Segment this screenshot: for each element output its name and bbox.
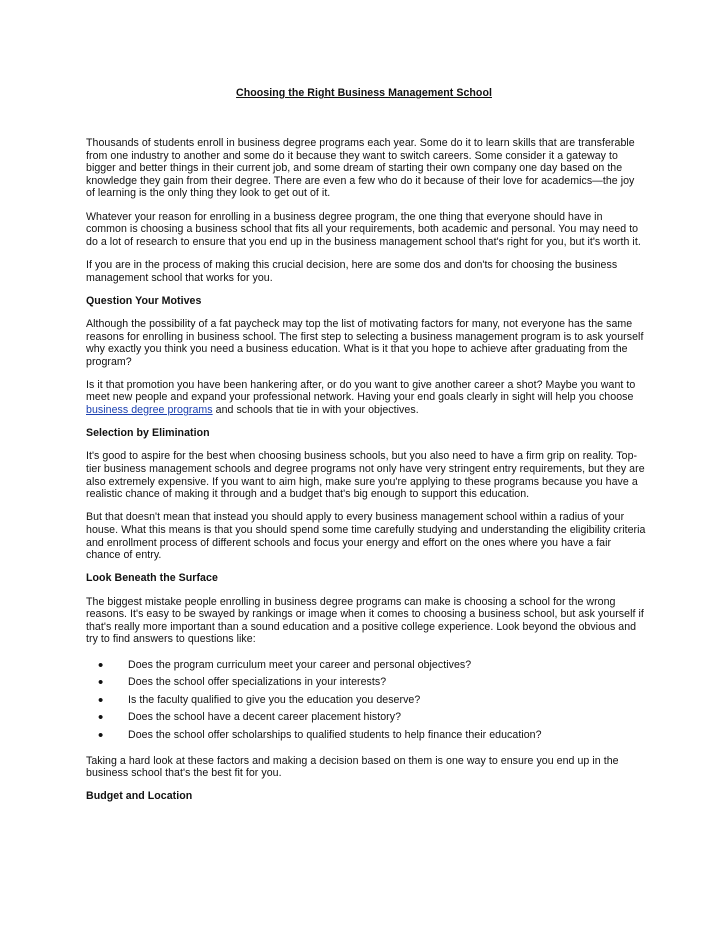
page-title: Choosing the Right Business Management School	[236, 87, 492, 99]
bullet-icon: •	[98, 674, 104, 692]
section-heading-selection-by-elimination: Selection by Elimination	[86, 427, 210, 440]
section-heading-budget-and-location: Budget and Location	[86, 790, 193, 803]
bullet-icon: •	[98, 656, 104, 674]
intro-paragraph-3: If you are in the process of making this crucial decision, here are some dos and don'ts for choosing the business management school that works for you.	[86, 258, 618, 284]
surface-paragraph-2: Taking a hard look at these factors and making a decision based on them is one way to ensure you end up in the business school that's the best fit for you.	[86, 754, 619, 780]
list-item-text: Does the school offer specializations in your interests?	[128, 676, 387, 689]
bullet-icon: •	[98, 726, 104, 744]
list-item-text: Does the program curriculum meet your career and personal objectives?	[128, 658, 472, 671]
intro-paragraph-2: Whatever your reason for enrolling in a business degree program, the one thing that everyone should have in common is choosing a business school that fits all your requirements, both academic and personal. You may need to do a lot of research to ensure that you end up in the business management school that's right for you, but it's worth it.	[86, 210, 641, 248]
motives-paragraph-2-text-before: Is it that promotion you have been hankering after, or do you want to give another career a shot? Maybe you want to meet new people and expand your professional network. Having your end goals clearly in sight will help you choose	[86, 378, 636, 404]
intro-paragraph-1: Thousands of students enroll in business degree programs each year. Some do it to learn skills that are transferable from one industry to another and some do it because they want to switch careers. Some consider it a gateway to bigger and better things in their current job, and some dream of starting their own company one day based on the knowledge they gain from their degree. There are even a few who do it because of their love for academics—the joy of learning is the only thing they look to get out of it.	[86, 137, 635, 200]
list-item-text: Does the school have a decent career placement history?	[128, 711, 402, 724]
elimination-paragraph-1: It's good to aspire for the best when choosing business schools, but you also need to have a firm grip on reality. Top-tier business management schools and degree programs not only have very stringent entry requirements, but they are also extremely expensive. If you want to aim high, make sure you're applying to these programs because you have a realistic chance of making it through and a budget that's big enough to support this education.	[86, 450, 645, 501]
surface-paragraph-1: The biggest mistake people enrolling in business degree programs can make is choosing a school for the wrong reasons. It's easy to be swayed by rankings or image when it comes to choosing a business school, but ask yourself if that's really more important than a sound education and a positive college experience. Look beyond the obvious and try to find answers to questions like:	[86, 595, 644, 646]
questions-bullet-list	[86, 657, 646, 745]
list-item	[86, 727, 646, 745]
bullet-icon: •	[98, 709, 104, 727]
bullet-icon: •	[98, 691, 104, 709]
list-item-text: Does the school offer scholarships to qualified students to help finance their education?	[128, 728, 542, 741]
motives-paragraph-1: Although the possibility of a fat paycheck may top the list of motivating factors for many, not everyone has the same reasons for enrolling in business school. The first step to selecting a business management program is to ask yourself why exactly you think you need a business education. What is it that you hope to achieve after graduating from the program?	[86, 317, 644, 368]
document-body	[86, 137, 646, 814]
section-heading-question-your-motives: Question Your Motives	[86, 294, 202, 307]
list-item-text: Is the faculty qualified to give you the education you deserve?	[128, 693, 421, 706]
section-heading-look-beneath-the-surface: Look Beneath the Surface	[86, 572, 218, 585]
motives-paragraph-2	[86, 379, 646, 417]
list-item	[86, 709, 646, 727]
list-item	[86, 692, 646, 710]
list-item	[86, 674, 646, 692]
list-item	[86, 657, 646, 675]
business-degree-programs-link[interactable]: business degree programs	[86, 404, 213, 417]
motives-paragraph-2-text-after: and schools that tie in with your objectives.	[212, 404, 419, 417]
elimination-paragraph-2: But that doesn't mean that instead you should apply to every business management school within a radius of your house. What this means is that you should spend some time carefully studying and understanding the eligibility criteria and enrollment process of different schools and focus your energy and effort on the ones where you have a fair chance of entry.	[86, 511, 646, 562]
